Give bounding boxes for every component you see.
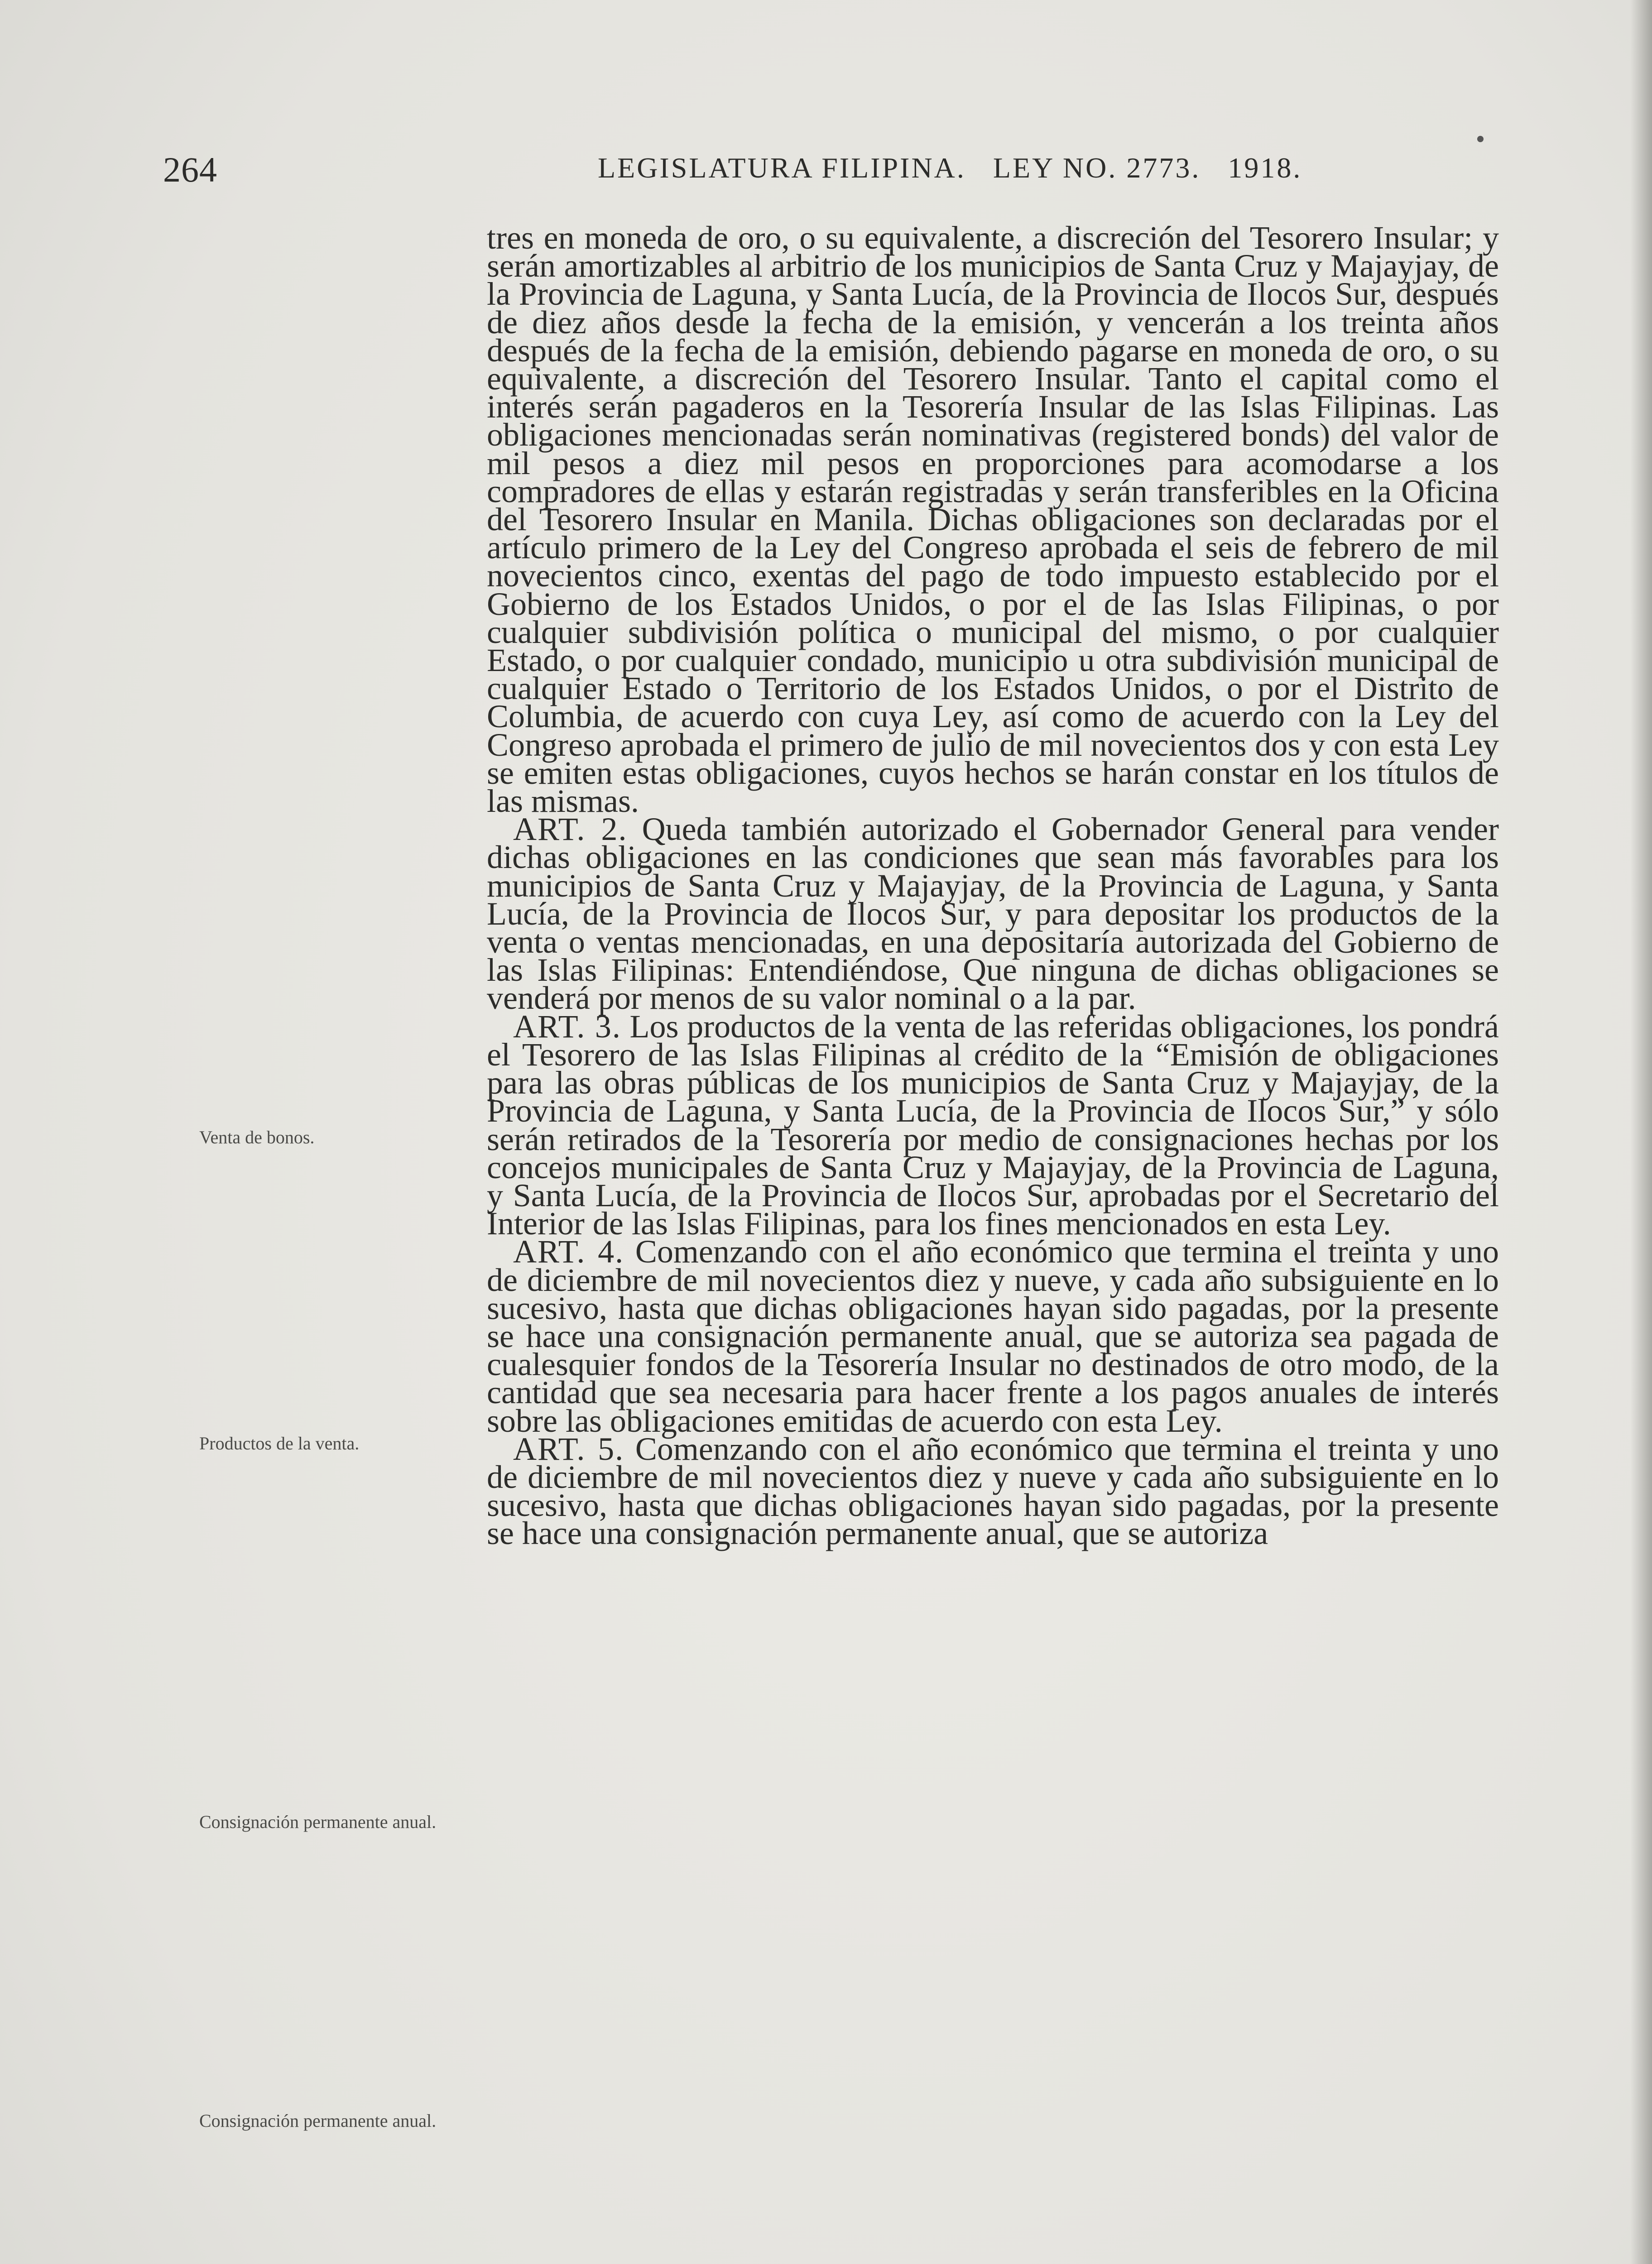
intro-paragraph: tres en moneda de oro, o su equivalente, a discreción del Tesorero Insular; y serán amortizables al arbitrio de los municipios de Santa Cruz y Majayjay, de la Provincia de Laguna, y Santa Lucía, de la Provincia de Ilocos Sur, después de diez años desde la fecha de la emisión, y vencerán a los treinta años después de la fecha de la emisión, debiendo pagarse en moneda de oro, o su equivalente, a discreción del Tesorero Insular. Tanto el capital como el interés serán pagaderos en la Tesorería Insular de las Islas Filipinas. Las obligaciones mencionadas serán nominativas (registered bonds) del valor de mil pesos a diez mil pesos en proporciones para acomodarse a los compradores de ellas y estarán registradas y serán transferibles en la Oficina del Tesorero Insular en Manila. Dichas obligaciones son declaradas por el artículo primero de la Ley del Congreso aprobada el seis de febrero de mil novecientos cinco, exentas del pago de todo impuesto establecido por el Gobierno de los Estados Unidos, o por el de las Islas Filipinas, o por cualquier subdivisión política o municipal del mismo, o por cualquier Estado, o por cualquier condado, municipio u otra subdivisión municipal de cualquier Estado o Territorio de los Estados Unidos, o por el Distrito de Columbia, de acuerdo con cuya Ley, así como de acuerdo con la Ley del Congreso aprobada el primero de julio de mil novecientos dos y con esta Ley se emiten estas obligaciones, cuyos hechos se harán constar en los títulos de las mismas. (487, 220, 1499, 820)
margin-note-venta-de-bonos: Venta de bonos. (199, 1127, 315, 1147)
article-2-text: Queda también autorizado el Gobernador General para vender dichas obligaciones en las condiciones que sean más favorables para los municipios de Santa Cruz y Majayjay, de la Provincia de Laguna, y Santa Lucía, de la Provincia de Ilocos Sur, y para depositar los productos de la venta o ventas mencionadas, en una depositaría autorizada del Gobierno de las Islas Filipinas: Entendiéndose, Que ninguna de dichas obligaciones se venderá por menos de su valor nominal o a la par. (487, 811, 1499, 1017)
margin-note-consignacion-art-5: Consignación permanente anual. (199, 2111, 437, 2131)
article-3 (487, 1008, 1499, 1242)
ink-dot-mark (1477, 136, 1484, 142)
running-title: LEGISLATURA FILIPINA. LEY NO. 2773. 1918. (598, 152, 1302, 184)
article-3-label: ART. 3. (513, 1008, 621, 1045)
article-2 (487, 811, 1499, 1017)
article-4 (487, 1233, 1499, 1439)
page-edge-shadow (1630, 0, 1652, 2264)
article-5 (487, 1430, 1499, 1552)
article-4-label: ART. 4. (513, 1233, 624, 1270)
body-text (487, 220, 1499, 1552)
page-header (0, 149, 1652, 195)
margin-note-consignacion-art-4: Consignación permanente anual. (199, 1812, 437, 1832)
page-number: 264 (163, 150, 217, 189)
article-5-text: Comenzando con el año económico que termina el treinta y uno de diciembre de mil novecientos diez y nueve y cada año subsiguiente en lo sucesivo, hasta que dichas obligaciones hayan sido pagadas, por la presente se hace una consignación permanente anual, que se autoriza (487, 1430, 1499, 1552)
article-4-text: Comenzando con el año económico que termina el treinta y uno de diciembre de mil novecientos diez y nueve, y cada año subsiguiente en lo sucesivo, hasta que dichas obligaciones hayan sido pagadas, por la presente se hace una consignación permanente anual, que se autoriza sea pagada de cualesquier fondos de la Tesorería Insular no destinados de otro modo, de la cantidad que sea necesaria para hacer frente a los pagos anuales de interés sobre las obligaciones emitidas de acuerdo con esta Ley. (487, 1233, 1499, 1439)
article-3-text: Los productos de la venta de las referidas obligaciones, los pondrá el Tesorero de las Islas Filipinas al crédito de la “Emisión de obligaciones para las obras públicas de los municipios de Santa Cruz y Majayjay, de la Provincia de Laguna, y Santa Lucía, de la Provincia de Ilocos Sur,” y sólo serán retirados de la Tesorería por medio de consignaciones hechas por los concejos municipales de Santa Cruz y Majayjay, de la Provincia de Laguna, y Santa Lucía, de la Provincia de Ilocos Sur, aprobadas por el Secretario del Interior de las Islas Filipinas, para los fines mencionados en esta Ley. (487, 1008, 1499, 1242)
margin-note-productos-de-la-venta: Productos de la venta. (199, 1433, 360, 1453)
article-5-label: ART. 5. (513, 1430, 624, 1467)
article-2-label: ART. 2. (513, 811, 628, 848)
